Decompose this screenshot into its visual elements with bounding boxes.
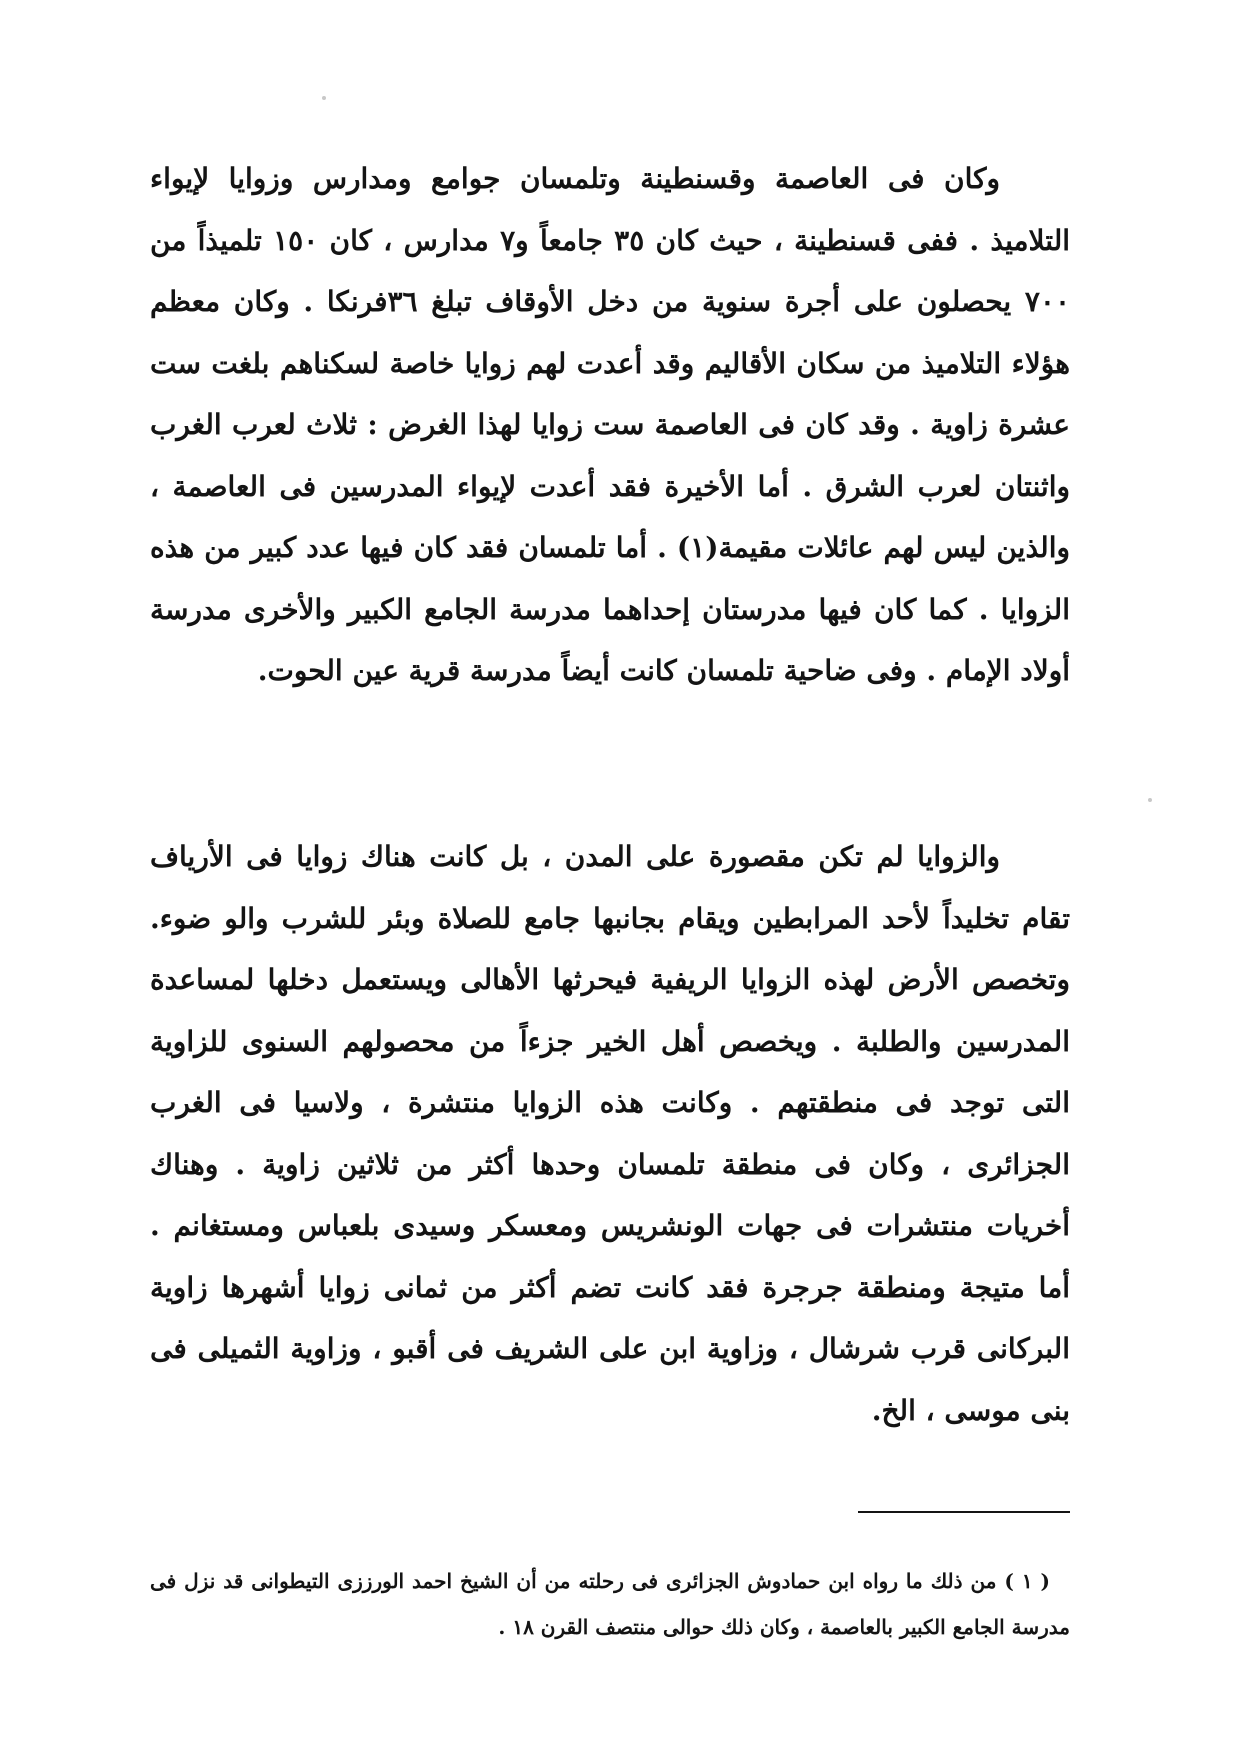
paragraph-text: وكان فى العاصمة وقسنطينة وتلمسان جوامع ومدارس وزوايا لإيواء التلاميذ . ففى قسنطينة ، حيث كان ٣٥ جامعاً و٧ مدارس ، كان ١٥٠ تلميذاً من ٧٠٠ يحصلون على أجرة سنوية من دخل الأوقاف تبلغ ٣٦فرنكا . وكان معظم هؤلاء التلاميذ من سكان الأقاليم وقد أعدت لهم زوايا خاصة لسكناهم بلغت ست عشرة زاوية . وقد كان فى العاصمة ست زوايا لهذا الغرض : ثلاث لعرب الغرب واثنتان لعرب الشرق . أما الأخيرة فقد أعدت لإيواء المدرسين فى العاصمة ، والذين ليس لهم عائلات مقيمة(١) . أما تلمسان فقد كان فيها عدد كبير من هذه الزوايا . كما كان فيها مدرستان إحداهما مدرسة الجامع الكبير والأخرى مدرسة أولاد الإمام . وفى ضاحية تلمسان كانت أيضاً مدرسة قرية عين الحوت.: [150, 162, 1071, 687]
footnote: [150, 1558, 1070, 1650]
footnote-separator: [858, 1511, 1070, 1513]
body-paragraph-2: [150, 826, 1070, 1441]
paragraph-text: والزوايا لم تكن مقصورة على المدن ، بل كانت هناك زوايا فى الأرياف تقام تخليداً لأحد المرابطين ويقام بجانبها جامع للصلاة وبئر للشرب والو ضوء. وتخصص الأرض لهذه الزوايا الريفية فيحرثها الأهالى ويستعمل دخلها لمساعدة المدرسين والطلبة . ويخصص أهل الخير جزءاً من محصولهم السنوى للزاوية التى توجد فى منطقتهم . وكانت هذه الزوايا منتشرة ، ولاسيا فى الغرب الجزائرى ، وكان فى منطقة تلمسان وحدها أكثر من ثلاثين زاوية . وهناك أخريات منتشرات فى جهات الونشريس ومعسكر وسيدى بلعباس ومستغانم . أما متيجة ومنطقة جرجرة فقد كانت تضم أكثر من ثمانى زوايا أشهرها زاوية البركانى قرب شرشال ، وزاوية ابن على الشريف فى أقبو ، وزاوية الثميلى فى بنى موسى ، الخ.: [150, 840, 1070, 1427]
scan-speck: [322, 96, 326, 100]
footnote-text: ( ١ ) من ذلك ما رواه ابن حمادوش الجزائرى فى رحلته من أن الشيخ احمد الورززى التيطوانى قد نزل فى مدرسة الجامع الكبير بالعاصمة ، وكان ذلك حوالى منتصف القرن ١٨ .: [150, 1569, 1070, 1639]
body-paragraph-1: [150, 148, 1070, 702]
scan-speck: [1148, 798, 1152, 802]
